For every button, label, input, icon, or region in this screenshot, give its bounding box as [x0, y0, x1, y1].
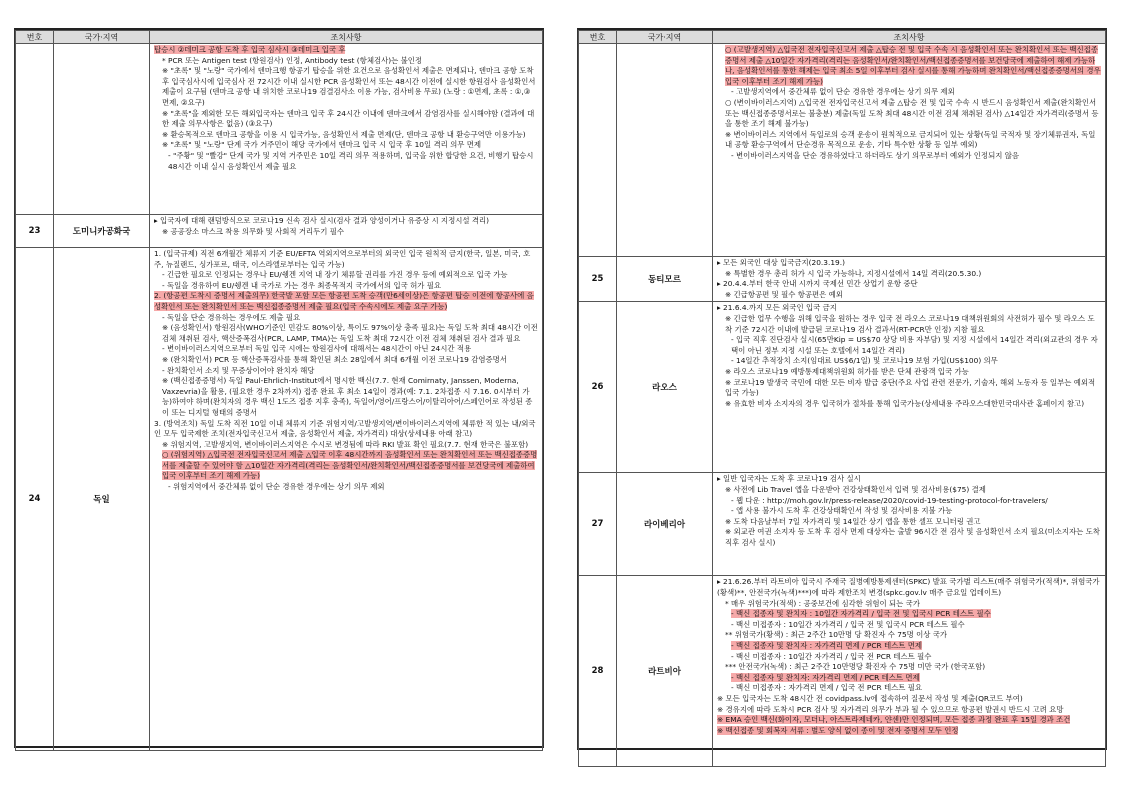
measure-line	[717, 506, 1101, 517]
table-row	[579, 576, 1106, 767]
row-measures	[713, 576, 1106, 767]
measure-line	[154, 281, 538, 292]
left-table	[15, 30, 543, 751]
measure-line	[717, 662, 1101, 673]
header-country: 국가·지역	[617, 31, 713, 44]
measure-text: ※ 사전에 Lib Travel 앱을 다운받아 건강상태확인서 입력 및 검사비용($75) 결제	[725, 484, 986, 494]
continuation-row	[579, 44, 1106, 257]
measure-text: * 매우 위험국가(적색) : 공중보건에 심각한 위험이 되는 국가	[725, 598, 920, 608]
measure-line	[717, 673, 1101, 684]
measure-text: ※ 코로나19 발생국 국민에 대한 모든 비자 발급 중단(주요 사업 관련 전문가, 기술자, 해외 노동자 등 일부는 예외적 입국 가능)	[725, 377, 1096, 398]
measure-line	[154, 323, 538, 344]
measure-text: 2. (항공편 도착시 증명서 제출의무) 한국발 포함 모든 항공편 도착 승객(만6세이상)은 항공편 탑승 이전에 항공사에 음성확인서 또는 완치확인서 또는 백신접종증명서 제출 필요(입국 수속시에도 제출 요구 가능)	[154, 291, 534, 311]
measure-text: ※ 백신접종 및 회복자 서류 : 별도 양식 없이 종이 및 전자 증명서 모두 인정	[717, 725, 959, 735]
measure-text: - 긴급한 필요로 인정되는 경우나 EU/쉥겐 지역 내 장기 체류할 권리를 가진 경우 등에 예외적으로 입국 가능	[162, 270, 508, 280]
measure-text: - 독일을 단순 경유하는 경우에도 제출 필요	[162, 312, 301, 322]
measure-line	[717, 151, 1101, 162]
row-measures	[713, 257, 1106, 302]
measure-text: ▸ 일반 입국자는 도착 후 코로나19 검사 실시	[717, 474, 861, 484]
right-table	[578, 30, 1106, 767]
measure-text: - 백신 미접종자 : 10일간 자가격리 / 입국 전 PCR 테스트 필수	[731, 651, 932, 661]
measure-line	[154, 376, 538, 418]
measure-line	[154, 270, 538, 281]
measure-text: ○ (위험지역) △입국전 전자입국신고서 제출 △입국 이후 48시간까지 음성확인서 또는 완치확인서 또는 백신접종증명서를 제출할 수 있어야 함 △10일간 자가격리(격리는 음성확인서/완치확인서/백신접종증명서를 보건당국에 제출하여 입국 이후부터 조기 해제 가능)	[162, 450, 538, 481]
row-number	[16, 44, 54, 215]
continuation-row	[16, 44, 543, 215]
measure-line	[154, 344, 538, 355]
measure-line	[717, 130, 1101, 151]
measure-text: ※ EMA 승인 백신(화이자, 모더나, 아스트라제네카, 얀센)만 인정되며, 모든 접종 과정 완료 후 15일 경과 조건	[717, 715, 1071, 725]
table-row	[579, 302, 1106, 473]
measure-line	[154, 291, 538, 312]
measure-line	[717, 87, 1101, 98]
measure-text: ** 위험국가(황색) : 최근 2주간 10만명 당 확진자 수 75명 이상 국가	[725, 630, 948, 640]
measure-line	[717, 683, 1101, 694]
measure-text: ※ 경유지에 따라 도착시 PCR 검사 및 자가격리 의무가 부과 될 수 있으므로 항공편 발권시 반드시 고려 요망	[717, 704, 1064, 714]
measure-text: - 입국 직후 진단검사 실시(65만Kip = US$70 상당 비용 자부담) 및 지정 시설에서 14일간 격리(외교관의 경우 자택이 아닌 정부 지정 시설 또는 호텔에서 14일간 격리)	[731, 335, 1098, 355]
measure-line	[154, 227, 538, 238]
measure-line	[717, 279, 1101, 290]
header-no: 번호	[16, 31, 54, 44]
measure-line	[717, 527, 1101, 548]
measure-line	[154, 450, 538, 482]
measure-text: ※ 환승목적으로 덴마크 공항을 이용 시 입국가능, 음성확인서 제출 면제(단, 덴마크 공항 내 환승구역만 이용가능)	[162, 129, 526, 139]
measure-line	[717, 335, 1101, 356]
measure-line	[154, 130, 538, 141]
measure-text: ※ 변이바이러스 지역에서 독일로의 승객 운송이 원칙적으로 금지되어 있는 상황(독일 국적자 및 장기체류권자, 독일 내 공항 환승구역에서 단순경유 목적으로 운송, 기타 특수한 상황 등 일부 예외)	[725, 129, 1096, 150]
row-measures	[713, 302, 1106, 473]
measure-line	[154, 366, 538, 377]
measure-line	[717, 630, 1101, 641]
measure-text: 1. (입국규제) 직전 6개월간 체류지 기준 EU/EFTA 역외지역으로부터의 외국인 입국 원칙적 금지(한국, 일본, 미국, 호주, 뉴질랜드, 싱가포르, 태국, 이스라엘로부터는 입국 가능)	[154, 249, 531, 269]
measure-line	[154, 355, 538, 366]
measure-line	[717, 378, 1101, 399]
measure-line	[717, 496, 1101, 507]
measure-text: ※ "초록" 및 "노랑" 단계 국가 거주민이 해당 국가에서 덴마크 입국 시 입국 후 10일 격리 의무 면제	[162, 140, 482, 150]
row-measures	[713, 473, 1106, 576]
measure-text: - 백신 접종자 및 완치자 : 10일간 자가격리 / 입국 전 및 입국시 PCR 테스트 필수	[731, 609, 991, 619]
measure-text: 3. (방역조치) 독일 도착 직전 10일 이내 체류지 기준 위험지역/고발생지역/변이바이러스지역에 체류한 적 있는 내/외국인 모두 입국제한 조치(전자입국신고서 제출, 음성확인서 제출, 자가격리) 대상(상세내용 아래 참고)	[154, 418, 536, 439]
measure-text: - 백신 접종자 및 완치자: 자가격리 면제 / PCR 테스트 면제	[731, 672, 920, 682]
measure-line	[717, 705, 1101, 716]
measure-text: - 변이바이러스지역을 단순 경유하였다고 하더라도 상기 의무로부터 예외가 인정되지 않음	[731, 150, 1019, 160]
row-number: 23	[16, 215, 54, 248]
measure-text: ※ (완치확인서) PCR 등 핵산증폭검사를 통해 확인된 최소 28일에서 최대 6개월 이전 코로나19 감염증명서	[162, 354, 507, 364]
measure-text: ○ (변이바이러스지역) △입국전 전자입국신고서 제출 △탑승 전 및 입국 수속 시 반드시 음성확인서 제출(완치확인서 또는 백신접종증명서로는 불충분) 제출(독일 도착 최대 48시간 이전 검체 채취된 검사) △14일간 자가격리(증명서 등을 통한 조기 해제 불가능)	[725, 97, 1099, 129]
row-country: 동티모르	[617, 257, 713, 302]
header-measure: 조치사항	[150, 31, 543, 44]
measure-line	[154, 313, 538, 324]
measure-line	[154, 140, 538, 151]
row-country: 도미니카공화국	[54, 215, 150, 248]
measure-text: ※ (백신접종증명서) 독일 Paul-Ehrlich-Institut에서 명시한 백신(7.7. 현재 Comirnaty, Janssen, Moderna, Vaxzevria)을 활용, (필요한 경우 2차까지) 접종 완료 후 최소 14일이 경과(예: 7.1. 2차접종 시 7.16. 0시부터 가능)하여야 하며(완치자의 경우 백신 1도즈 접종 지후 충족), 독일어/영어/프랑스어/이탈리아어/스페인어로 작성된 종이 또는 디지털 형태의 증명서	[162, 376, 533, 417]
measure-text: - 고발생지역에서 중간체류 없이 단순 경유한 경우에는 상기 의무 제외	[731, 87, 955, 97]
measure-text: ※ 특별한 경우 총리 허가 시 입국 가능하나, 지정시설에서 14일 격리(20.5.30.)	[725, 268, 982, 278]
measure-text: ※ "초록"을 제외한 모든 해외입국자는 덴마크 입국 후 24시간 이내에 덴마크에서 감염검사를 실시해야함 (결과에 대한 제출 의무사항은 없음) (③요구)	[162, 108, 535, 129]
table-row	[16, 215, 543, 248]
measure-line	[154, 249, 538, 270]
measure-line	[717, 599, 1101, 610]
measure-line	[717, 577, 1101, 598]
measure-text: - 위험지역에서 중간체류 없이 단순 경유한 경우에는 상기 의무 제외	[168, 482, 385, 492]
measure-text: - 앱 사용 불가시 도착 후 건강상태확인서 작성 및 검사비용 지불 가능	[731, 506, 953, 516]
row-country	[54, 44, 150, 215]
measure-text: ※ (음성확인서) 항원검사(WHO기준인 민감도 80%이상, 특이도 97%이상 충족 필요)는 독일 도착 최대 48시간 이전 검체 채취된 검사, 핵산증폭검사(PCR, LAMP, TMA)는 독일 도착 최대 72시간 이전 검체 채취된 검사 결과 필요	[162, 323, 538, 343]
measure-line	[154, 45, 538, 56]
measure-line	[717, 609, 1101, 620]
measure-text: ▸ 입국자에 대해 랜덤방식으로 코로나19 신속 검사 실시(검사 결과 양성이거나 유증상 시 지정시설 격리)	[154, 216, 489, 225]
measure-line	[717, 641, 1101, 652]
row-number: 28	[579, 576, 617, 767]
measure-text: ○ (고발생지역) △입국전 전자입국신고서 제출 △탑승 전 및 입국 수속 시 음성확인서 또는 완치확인서 또는 백신접종증명서 제출 △10일간 자가격리(격리는 음성확인서/완치확인서/백신접종증명서를 보건당국에 제출하여 해제 가능하나, 음성확인서를 통한 해제는 입국 최소 5일 이후부터 검사 실시를 통해 가능하며 완치확인서/백신접종증명서의 경우 입국 이후부터 조기 해제 가능)	[725, 45, 1101, 86]
measure-text: ※ 위험지역, 고발생지역, 변이바이러스지역은 수시로 변경됨에 따라 RKI 발표 확인 필요(7.7. 현재 한국은 불포함)	[162, 439, 529, 449]
measure-line	[717, 314, 1101, 335]
measure-text: ▸ 모든 외국인 대상 입국금지(20.3.19.)	[717, 258, 845, 267]
measure-line	[717, 98, 1101, 130]
measure-text: ※ 도착 다음날부터 7일 자가격리 및 14일간 상기 앱을 통한 셀프 모니터링 권고	[725, 516, 981, 526]
measure-line	[717, 485, 1101, 496]
row-country	[617, 44, 713, 257]
table-row	[579, 473, 1106, 576]
measure-line	[154, 419, 538, 440]
measure-line	[717, 652, 1101, 663]
row-measures	[713, 44, 1106, 257]
row-country: 라트비아	[617, 576, 713, 767]
measure-text: ▸ 21.6.26.부터 라트비아 입국시 주재국 질병예방통제센터(SPKC) 발표 국가별 리스트(매주 위험국가(적색)*, 위험국가(황색)**, 안전국가(녹색)***)에 따라 제한조치 변경(spkc.gov.lv 매주 금요일 업데이트)	[717, 577, 1100, 597]
measure-text: ※ 라오스 코로나19 예방통제대책위원회 허가를 받은 단체 관광객 입국 가능	[725, 366, 969, 376]
measure-line	[154, 440, 538, 451]
measure-line	[717, 715, 1101, 726]
measure-text: - 백신 미접종자 : 10일간 자가격리 / 입국 전 및 입국시 PCR 테스트 필수	[731, 619, 965, 629]
measure-line	[717, 303, 1101, 314]
row-measures	[150, 215, 543, 248]
measure-line	[154, 109, 538, 130]
row-number: 24	[16, 248, 54, 751]
measure-line	[154, 216, 538, 227]
measure-text: * PCR 또는 Antigen test (항원검사) 인정, Antibody test (항체검사)는 불인정	[162, 55, 423, 65]
measure-text: - 14일간 추적장치 소지(임대료 US$6/1일) 및 코로나19 보험 가입(US$100) 의무	[731, 356, 998, 366]
measure-text: 탑승시 ②데미크 공항 도착 후 입국 심사시 ③데미크 입국 후	[154, 45, 346, 54]
measure-line	[154, 482, 538, 493]
measure-text: ※ 모든 입국자는 도착 48시간 전 covidpass.lv에 접속하여 질문서 작성 및 제출(QR코드 부여)	[717, 693, 1023, 703]
measure-text: ※ 공공장소 마스크 착용 의무화 및 사회적 거리두기 필수	[162, 226, 345, 236]
right-page	[577, 28, 1107, 750]
measure-text: ※ 유효한 비자 소지자의 경우 입국허가 절차를 통해 입국가능(상세내용 주라오스대한민국대사관 홈페이지 참고)	[725, 398, 1085, 408]
measure-line	[717, 399, 1101, 410]
measure-line	[717, 474, 1101, 485]
measure-text: - 완치확인서 소지 및 무증상이어야 완치자 해당	[162, 365, 315, 375]
measure-text: ※ 외교관 여권 소지자 등 도착 후 검사 면제 대상자는 출발 96시간 전 검사 및 음성확인서 소지 필요(미소지자는 도착 직후 검사 실시)	[725, 527, 1100, 547]
measure-line	[717, 269, 1101, 280]
measure-line	[717, 620, 1101, 631]
measure-line	[717, 356, 1101, 367]
table-row	[16, 248, 543, 751]
row-country: 라오스	[617, 302, 713, 473]
row-country: 독일	[54, 248, 150, 751]
measure-text: - 백신 접종자 및 완치자 : 자가격리 면제 / PCR 테스트 면제	[731, 640, 923, 650]
table-row	[579, 257, 1106, 302]
measure-text: ▸ 21.6.4.까지 모든 외국인 입국 금지	[717, 303, 837, 313]
measure-text: - 백신 미접종자 : 자가격리 면제 / 입국 전 PCR 테스트 필요	[731, 683, 923, 693]
measure-text: - 변이바이러스지역으로부터 독일 입국 시에는 항원검사에 대해서는 48시간이 아닌 24시간 적용	[162, 344, 472, 354]
measure-text: - 웹 다운 : http://moh.gov.lr/press-release/2020/covid-19-testing-protocol-for-travelers/	[731, 495, 1048, 505]
row-measures	[150, 248, 543, 751]
row-number	[579, 44, 617, 257]
measure-line	[717, 290, 1101, 301]
measure-text: ▸ 20.4.4.부터 한국 안내 시까지 국제선 민간 상업기 운항 중단	[717, 279, 918, 289]
measure-text: - "주황" 및 "빨강" 단계 국가 및 지역 거주민은 10일 격리 의무 적용하며, 입국을 위한 합당한 요건, 비행기 탑승시 48시간 이내 실시 음성확인서 제출 필요	[168, 150, 534, 171]
row-number: 26	[579, 302, 617, 473]
measure-line	[717, 694, 1101, 705]
row-country: 라이베리아	[617, 473, 713, 576]
measure-text: ※ 긴급항공편 및 필수 항공편은 예외	[725, 289, 843, 299]
header-no: 번호	[579, 31, 617, 44]
table-header	[16, 31, 543, 44]
header-measure: 조치사항	[713, 31, 1106, 44]
row-measures	[150, 44, 543, 215]
measure-line	[717, 258, 1101, 269]
row-number: 25	[579, 257, 617, 302]
measure-line	[154, 151, 538, 172]
measure-text: *** 안전국가(녹색) : 최근 2주간 10만명당 확진자 수 75명 미만 국가 (한국포함)	[725, 662, 986, 672]
header-country: 국가·지역	[54, 31, 150, 44]
row-number: 27	[579, 473, 617, 576]
measure-text: ※ "초록" 및 "노랑" 국가에서 덴마크행 항공기 탑승을 위한 요건으로 음성확인서 제출은 면제되나, 덴마크 공항 도착 후 입국심사시에 입국심사 전 72시간 이내 실시한 PCR 음성확인서 또는 48시간 이전에 실시한 항원검사 음성확인서 제출이 요구됨 (덴마크 공항 내 위치한 코로나19 검결검사소 이용 가능, 검사비용 무료) (노랑 : ①면제, 초록 : ①,③ 면제, ②요구)	[162, 66, 536, 107]
left-page	[14, 28, 544, 748]
measure-line	[717, 45, 1101, 87]
measure-line	[717, 517, 1101, 528]
measure-line	[717, 367, 1101, 378]
measure-line	[717, 726, 1101, 737]
table-header	[579, 31, 1106, 44]
measure-line	[154, 56, 538, 67]
measure-text: ※ 긴급한 업무 수행을 위해 입국을 원하는 경우 입국 전 라오스 코로나19 대책위원회의 사전허가 필수 및 라오스 도착 기준 72시간 이내에 발급된 코로나19 검사 결과서(RT-PCR만 인정) 지참 필요	[725, 313, 1095, 334]
measure-line	[154, 66, 538, 108]
measure-text: - 독일을 경유하여 EU/쉥겐 내 국가로 가는 경우 최종목적지 국가에서의 입국 허가 필요	[162, 280, 442, 290]
